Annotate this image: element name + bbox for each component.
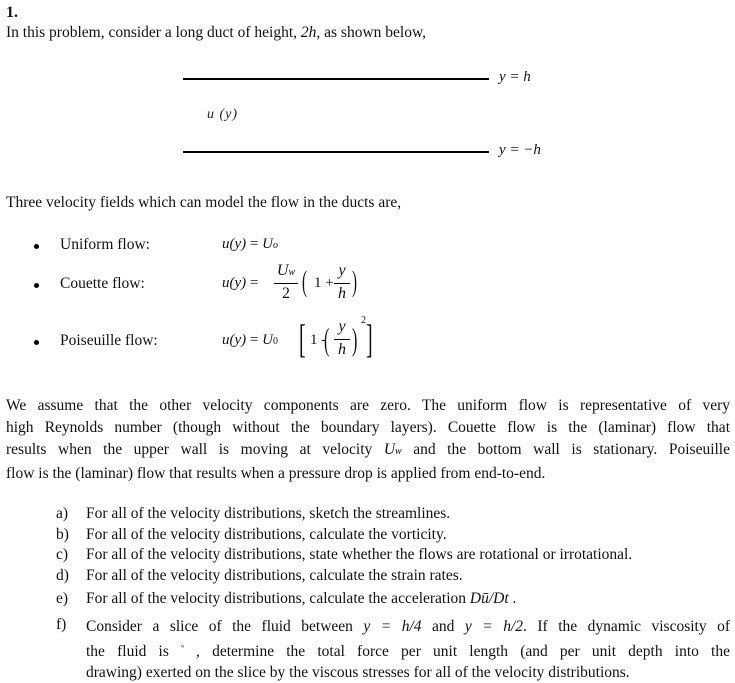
flow-name-poiseuille: Poiseuille flow: <box>60 332 158 349</box>
question-a-letter: a) <box>56 505 69 522</box>
bottom-wall-label: y = −h <box>499 142 541 158</box>
bullet-couette <box>34 283 39 288</box>
question-b-text: For all of the velocity distributions, calculate the vorticity. <box>86 526 447 543</box>
bullet-uniform <box>34 244 39 249</box>
question-f-text: Consider a slice of the fluid between y = h/4 and y = h/2. If the dynamic viscosity of the fluid is $^ᵅ$ , determine the total force per unit length (and per unit depth into the drawing) exerted on the slice by the viscous stresses for all of the velocity distributions. <box>86 618 730 682</box>
bullet-poiseuille <box>34 340 39 345</box>
flow-name-couette: Couette flow: <box>60 275 145 292</box>
top-wall-line <box>183 78 489 80</box>
question-c-letter: c) <box>56 546 69 563</box>
question-a-text: For all of the velocity distributions, sketch the streamlines. <box>86 505 451 522</box>
flow-name-uniform: Uniform flow: <box>60 236 150 253</box>
question-e-text: For all of the velocity distributions, calculate the acceleration Dū/Dt . <box>86 590 517 607</box>
problem-number: 1. <box>6 4 18 21</box>
bottom-wall-line <box>183 151 489 153</box>
equation-uniform: u(y) = Uo <box>222 236 278 252</box>
intro-text: In this problem, consider a long duct of height, 2h, as shown below, <box>6 24 427 41</box>
question-e-letter: e) <box>56 590 69 607</box>
top-wall-label: y = h <box>499 69 531 85</box>
equation-couette: u(y) = Uw 2 ( 1 + y h ) <box>222 262 357 302</box>
question-c-text: For all of the velocity distributions, state whether the flows are rotational or irrotational. <box>86 546 633 563</box>
question-f-letter: f) <box>56 616 67 633</box>
description-paragraph: We assume that the other velocity components are zero. The uniform flow is representative of very high Reynolds number (though without the boundary layers). Couette flow is the (laminar) flow that results when the upper wall is moving at velocity Uw and the bottom wall is stationary. Poiseuille flow is the (laminar) flow that results when a pressure drop is applied from end-to-end. <box>6 397 730 482</box>
question-b-letter: b) <box>56 526 69 543</box>
question-d-letter: d) <box>56 567 69 584</box>
fields-intro: Three velocity fields which can model the flow in the ducts are, <box>6 194 402 211</box>
equation-poiseuille: u(y) = U0 [ 1 - ( y h ) 2 ] <box>222 315 373 361</box>
question-d-text: For all of the velocity distributions, calculate the strain rates. <box>86 567 463 584</box>
velocity-profile-label: u (y) <box>207 107 239 122</box>
